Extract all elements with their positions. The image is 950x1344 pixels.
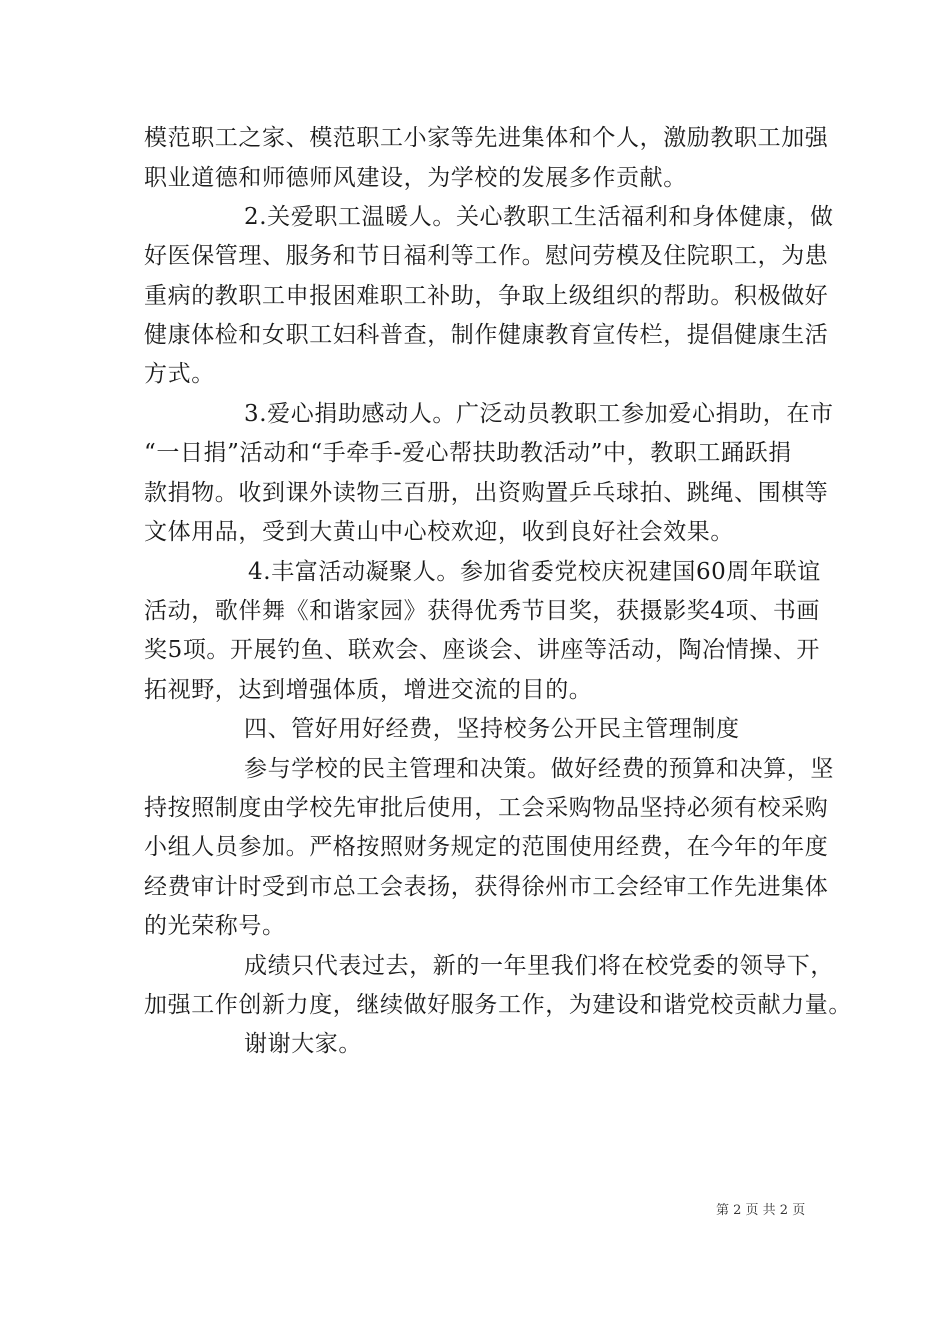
text-line: 3.爱心捐助感动人。广泛动员教职工参加爱心捐助，在市	[244, 401, 834, 427]
text-line: 谢谢大家。	[244, 1031, 362, 1057]
text-line: 重病的教职工申报困难职工补助，争取上级组织的帮助。积极做好	[144, 283, 829, 309]
text-line: 2.关爱职工温暖人。关心教职工生活福利和身体健康，做	[244, 204, 834, 230]
text-line: 健康体检和女职工妇科普查，制作健康教育宣传栏，提倡健康生活	[144, 322, 829, 348]
text-line: 款捐物。收到课外读物三百册，出资购置乒乓球拍、跳绳、围棋等	[144, 480, 829, 506]
text-line: 拓视野，达到增强体质，增进交流的目的。	[144, 677, 593, 703]
text-line: 成绩只代表过去，新的一年里我们将在校党委的领导下，	[244, 953, 834, 979]
page-number-footer: 第 2 页 共 2 页	[716, 1203, 806, 1218]
text-line: 活动，歌伴舞《和谐家园》获得优秀节目奖，获摄影奖4项、书画	[144, 598, 821, 624]
text-line: 4.丰富活动凝聚人。参加省委党校庆祝建国60周年联谊	[248, 559, 821, 585]
text-line: 参与学校的民主管理和决策。做好经费的预算和决算，坚	[244, 756, 834, 782]
section-heading: 四、管好用好经费，坚持校务公开民主管理制度	[244, 716, 740, 742]
text-line: 奖5项。开展钓鱼、联欢会、座谈会、讲座等活动，陶冶情操、开	[144, 637, 821, 663]
text-line: 职业道德和师德师风建设，为学校的发展多作贡献。	[144, 165, 687, 191]
text-line: 好医保管理、服务和节日福利等工作。慰问劳模及住院职工，为患	[144, 243, 829, 269]
text-line: 文体用品，受到大黄山中心校欢迎，收到良好社会效果。	[144, 519, 734, 545]
text-line: 模范职工之家、模范职工小家等先进集体和个人，激励教职工加强	[144, 125, 829, 151]
text-line: 小组人员参加。严格按照财务规定的范围使用经费，在今年的年度	[144, 834, 829, 860]
text-line: “一日捐”活动和“手牵手-爱心帮扶助教活动”中，教职工踊跃捐	[144, 440, 792, 466]
text-line: 加强工作创新力度，继续做好服务工作，为建设和谐党校贡献力量。	[144, 992, 852, 1018]
text-line: 方式。	[144, 361, 215, 387]
text-line: 的光荣称号。	[144, 913, 286, 939]
text-line: 持按照制度由学校先审批后使用，工会采购物品坚持必须有校采购	[144, 795, 829, 821]
text-line: 经费审计时受到市总工会表扬，获得徐州市工会经审工作先进集体	[144, 874, 829, 900]
